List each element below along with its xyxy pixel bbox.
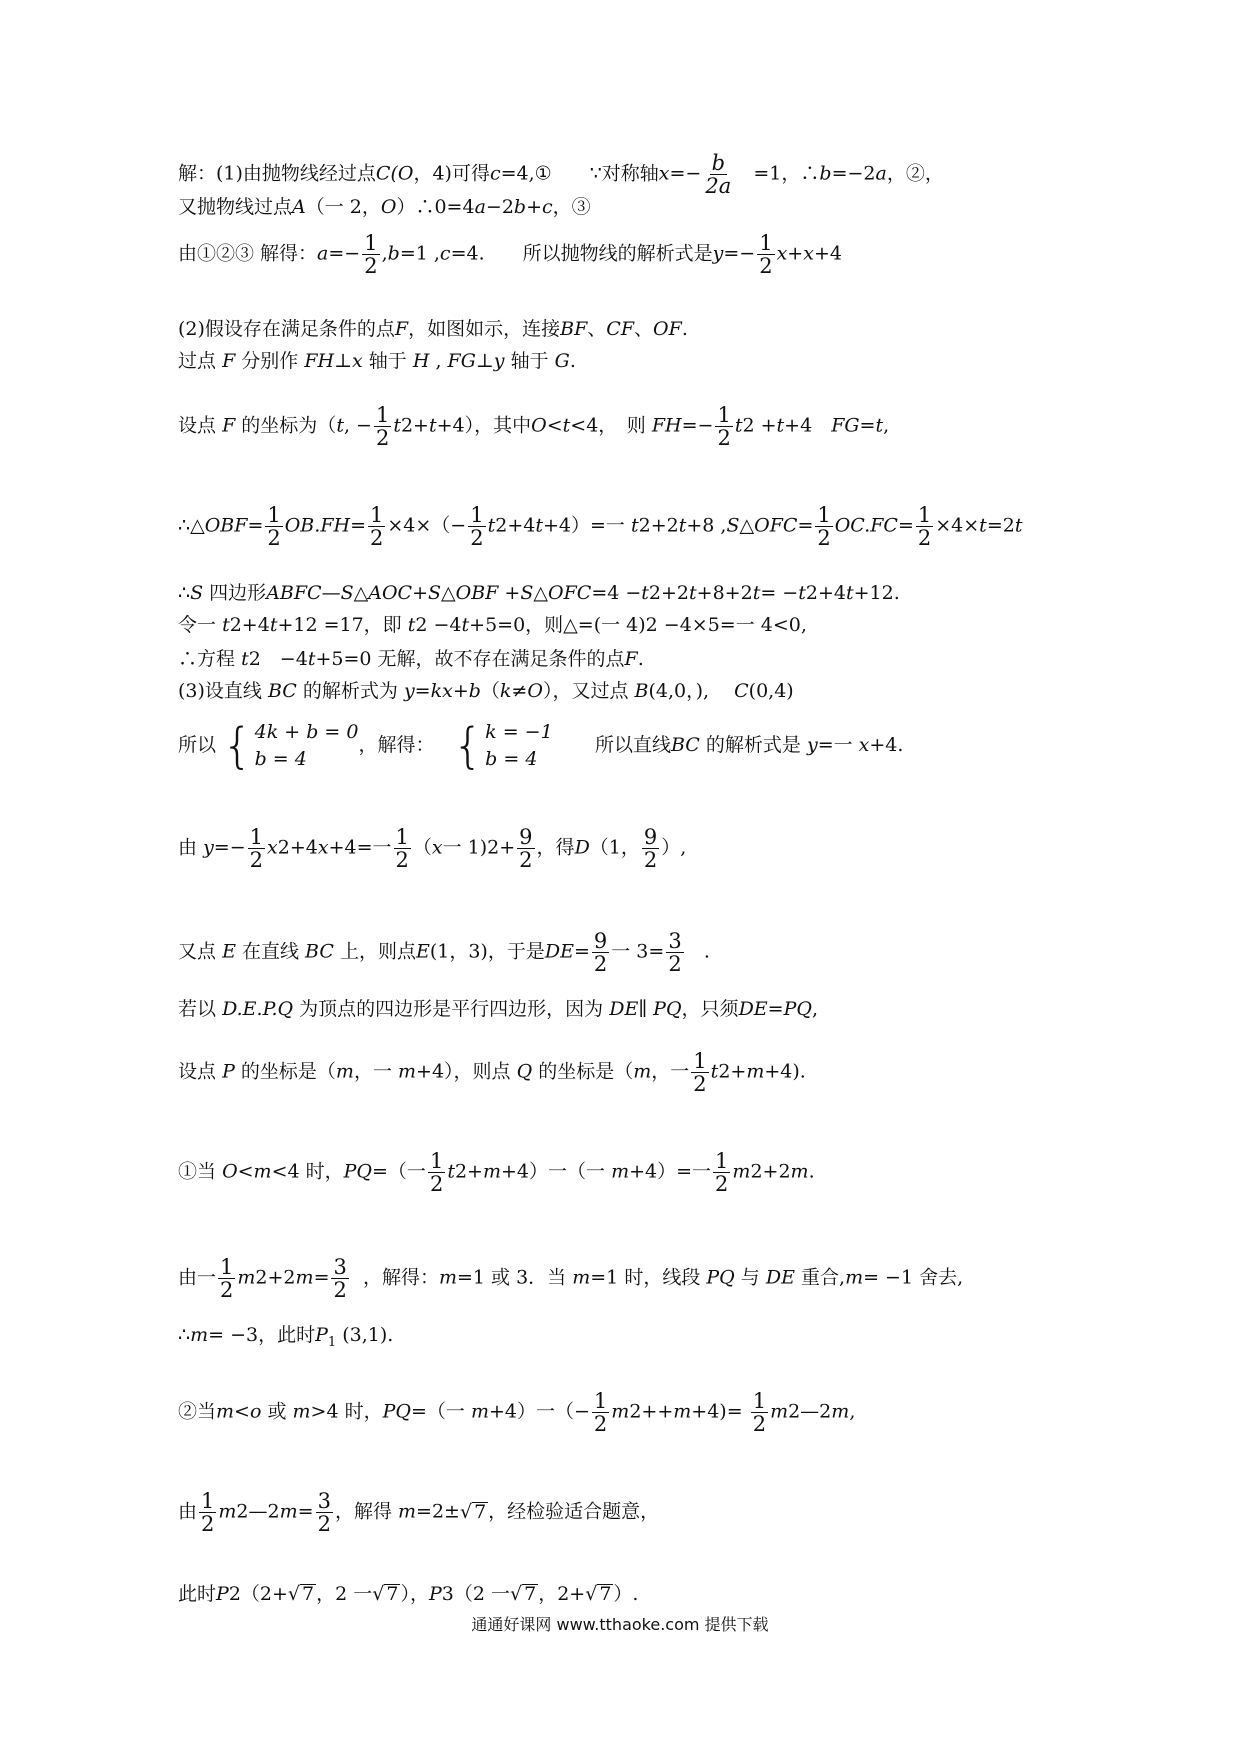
fraction: $\frac{1}{2}$ — [429, 1149, 444, 1197]
fraction: $\frac{1}{2}$ — [693, 1049, 707, 1097]
fraction: $\frac{1}{2}$ — [917, 503, 932, 551]
solution-line-17: ①当 O<m<4 时，PQ=（一 $\frac{1}{2}$ t2+m+4）一（一 m+4）=一 $\frac{1}{2}$ m2+2m. — [178, 1149, 815, 1197]
fraction: $\frac{1}{2}$ — [715, 1149, 729, 1197]
square-root: √ 7 — [510, 1583, 537, 1605]
solution-line-18: 由一 $\frac{1}{2}$ m2+2m= $\frac{3}{2}$ ，解得：m=1 或 3．当 m=1 时，线段 PQ 与 DE 重合,m= −1 舍去, — [178, 1255, 964, 1303]
fraction: $\frac{1}{2}$ — [249, 825, 264, 873]
solution-line-3: 由①②③ 解得：a=− $\frac{1}{2}$ ,b=1 ,c=4. 所以抛物线的解析式是y=− $\frac{1}{2}$ x+x+4 — [178, 231, 842, 279]
square-root: √ 7 — [372, 1583, 399, 1605]
solution-line-2: 又抛物线过点A（一 2，O）∴0=4a−2b+c，③ — [178, 196, 591, 218]
fraction: $\frac{1}{2}$ — [375, 403, 390, 451]
fraction: $\frac{9}{2}$ — [519, 825, 533, 873]
square-root: √ 7 — [585, 1583, 612, 1605]
fraction: $\frac{1}{2}$ — [364, 231, 378, 279]
fraction: $\frac{1}{2}$ — [470, 503, 484, 551]
page-footer: 通通好课网 www.tthaoke.com 提供下载 — [471, 1615, 769, 1634]
equation-system: { 4k + b = 0 b = 4 — [222, 718, 359, 774]
solution-line-1: 解：(1)由抛物线经过点C(O，4)可得c=4,① ∵对称轴x=− $\frac{b}{2a}$ =1，∴b=−2a，②， — [178, 151, 944, 199]
fraction: $\frac{b}{2a}$ — [705, 151, 732, 199]
solution-line-19: ∴m= −3，此时$P_1$ (3,1). — [178, 1324, 394, 1350]
solution-line-14: 又点 E 在直线 BC 上，则点E(1，3)，于是DE= $\frac{9}{2}$ 一 3= $\frac{3}{2}$ . — [178, 929, 710, 977]
solution-line-21: 由 $\frac{1}{2}$ m2—2m= $\frac{3}{2}$ ，解得 m=2± √ 7 ，经检验适合题意， — [178, 1489, 660, 1537]
fraction: $\frac{1}{2}$ — [220, 1255, 234, 1303]
fraction: $\frac{1}{2}$ — [752, 1389, 767, 1437]
brace-icon: { — [452, 718, 484, 774]
fraction: $\frac{1}{2}$ — [370, 503, 384, 551]
fraction: $\frac{1}{2}$ — [759, 231, 773, 279]
fraction: $\frac{1}{2}$ — [395, 825, 409, 873]
fraction: $\frac{3}{2}$ — [333, 1255, 347, 1303]
fraction: $\frac{1}{2}$ — [201, 1489, 215, 1537]
fraction: $\frac{9}{2}$ — [593, 929, 608, 977]
solution-line-5: 过点 F 分别作 FH⊥x 轴于 H , FG⊥y 轴于 G. — [178, 350, 576, 372]
fraction: $\frac{9}{2}$ — [643, 825, 658, 873]
solution-line-12: 所以 { 4k + b = 0 b = 4 ，解得： { k = −1 b = 4 所以直线BC 的解析式是 y=一 x+4. — [178, 718, 904, 774]
solution-line-16: 设点 P 的坐标是（m，一 m+4），则点 Q 的坐标是（m，一 $\frac{1}{2}$ t2+m+4). — [178, 1049, 806, 1097]
solution-line-7: ∴△OBF= $\frac{1}{2}$ OB.FH= $\frac{1}{2}$ ×4×（− $\frac{1}{2}$ t2+4t+4）=一 t2+2t+8 ,S△OFC= $\frac{1}{2}$ OC.FC= $\frac{1}{2}$ ×4×t=2t — [178, 503, 1023, 551]
equation-system: { k = −1 b = 4 — [452, 718, 553, 774]
solution-line-6: 设点 F 的坐标为（t, − $\frac{1}{2}$ t2+t+4），其中O<t<4， 则 FH=− $\frac{1}{2}$ t2 +t+4 FG=t, — [178, 403, 890, 451]
fraction: $\frac{1}{2}$ — [267, 503, 281, 551]
solution-line-9: 令一 t2+4t+12 =17，即 t2 −4t+5=0，则△=(一 4)2 −4×5=一 4<0, — [178, 614, 807, 636]
fraction: $\frac{1}{2}$ — [717, 403, 731, 451]
solution-line-8: ∴S 四边形ABFC—S△AOC+S△OBF +S△OFC=4 −t2+2t+8+2t= −t2+4t+12. — [178, 582, 900, 604]
fraction: $\frac{3}{2}$ — [668, 929, 682, 977]
solution-line-11: (3)设直线 BC 的解析式为 y=kx+b（k≠O），又过点 B(4,0，), C(0,4) — [178, 680, 794, 702]
fraction: $\frac{1}{2}$ — [817, 503, 831, 551]
solution-line-13: 由 y=− $\frac{1}{2}$ x2+4x+4=一 $\frac{1}{2}$ （x一 1)2+ $\frac{9}{2}$ ，得D（1， $\frac{9}{2}$ ）, — [178, 825, 687, 873]
square-root: √ 7 — [459, 1500, 487, 1523]
solution-line-22: 此时P2（2+ √ 7 ，2 一 √ 7 ），P3（2 一 √ 7 ，2+ √ 7 ）. — [178, 1583, 639, 1605]
solution-line-4: (2)假设存在满足条件的点F，如图如示，连接BF、CF、OF. — [178, 318, 688, 340]
solution-line-15: 若以 D.E.P.Q 为顶点的四边形是平行四边形，因为 DE∥ PQ，只须DE=PQ, — [178, 998, 818, 1020]
fraction: $\frac{1}{2}$ — [593, 1389, 608, 1437]
square-root: √ 7 — [287, 1583, 315, 1605]
fraction: $\frac{3}{2}$ — [317, 1489, 331, 1537]
solution-line-10: ∴方程 t2 −4t+5=0 无解，故不存在满足条件的点F. — [178, 648, 644, 670]
brace-icon: { — [222, 718, 253, 774]
solution-line-20: ②当m<o 或 m>4 时，PQ=（一 m+4）一（− $\frac{1}{2}$ m2++m+4)= $\frac{1}{2}$ m2—2m, — [178, 1389, 856, 1437]
